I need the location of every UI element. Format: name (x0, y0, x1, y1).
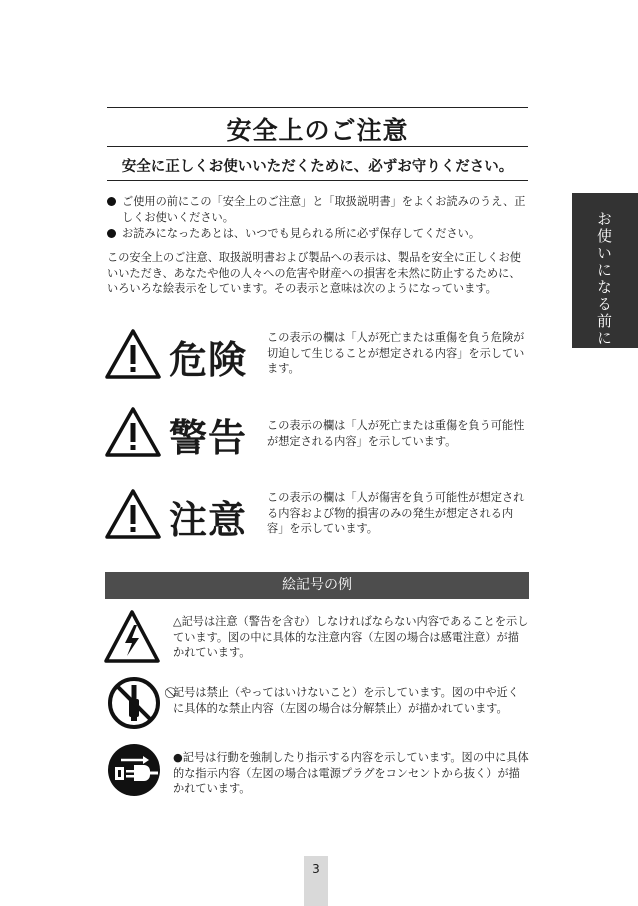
bullet-text: お読みになったあとは、いつでも見られる所に必ず保存してください。 (122, 227, 481, 240)
subtitle-bottom-rule (107, 180, 528, 181)
pictogram-text-instruction: ●記号は行動を強制したり指示する内容を示しています。図の中に具体的な指示内容（左図の場合は電源プラグをコンセントから抜く）が描かれています。 (173, 751, 529, 795)
bullet-list (107, 194, 528, 243)
pictogram-text-caution: △記号は注意（警告を含む）しなければならない内容であることを示しています。図の中に具体的な注意内容（左図の場合は感電注意）が描かれています。 (173, 615, 529, 659)
signal-row-warning (105, 404, 529, 460)
no-disassembly-icon (107, 676, 161, 730)
electric-shock-triangle-icon (104, 610, 160, 664)
unplug-power-icon (107, 743, 161, 797)
bullet-text: ご使用の前にこの「安全上のご注意」と「取扱説明書」をよくお読みのうえ、正しくお使いください。 (122, 195, 526, 224)
side-tab (572, 193, 638, 348)
bullet-item (107, 226, 528, 242)
signal-row-danger (105, 326, 529, 382)
side-tab-label: お使いになる前に (595, 211, 613, 347)
signal-desc-danger: この表示の欄は「人が死亡または重傷を負う危険が切迫して生じることが想定される内容」を示しています。 (267, 331, 525, 375)
signal-word-caution: 注意 (169, 498, 248, 542)
title-bottom-rule (107, 146, 528, 147)
warning-triangle-icon (105, 329, 161, 379)
title-top-rule (107, 107, 528, 108)
bullet-item (107, 194, 528, 225)
warning-triangle-icon (105, 489, 161, 539)
bullet-dot-icon (107, 229, 116, 238)
intro-paragraph: この安全上のご注意、取扱説明書および製品への表示は、製品を安全に正しくお使いいただき、あなたや他の人々への危害や財産への損害を未然に防止するために、いろいろな絵表示をしています。その表示と意味は次のようになっています。 (107, 251, 521, 295)
pictogram-text-prohibition: ⃠記号は禁止（やってはいけないこと）を示しています。図の中や近くに具体的な禁止内容（左図の場合は分解禁止）が描かれています。 (173, 686, 519, 715)
page-title: 安全上のご注意 (226, 116, 409, 145)
signal-word-danger: 危険 (169, 338, 248, 382)
page-subtitle: 安全に正しくお使いいただくために、必ずお守りください。 (121, 159, 514, 175)
signal-row-caution (105, 486, 529, 542)
signal-desc-caution: この表示の欄は「人が傷害を負う可能性が想定される内容および物的損害のみの発生が想定される内容」を示しています。 (267, 491, 525, 535)
section-header: 絵記号の例 (105, 572, 529, 599)
signal-word-warning: 警告 (169, 416, 248, 460)
bullet-dot-icon (107, 197, 116, 206)
warning-triangle-icon (105, 407, 161, 457)
signal-desc-warning: この表示の欄は「人が死亡または重傷を負う可能性が想定される内容」を示しています。 (267, 419, 525, 448)
page-number: 3 (304, 856, 328, 906)
